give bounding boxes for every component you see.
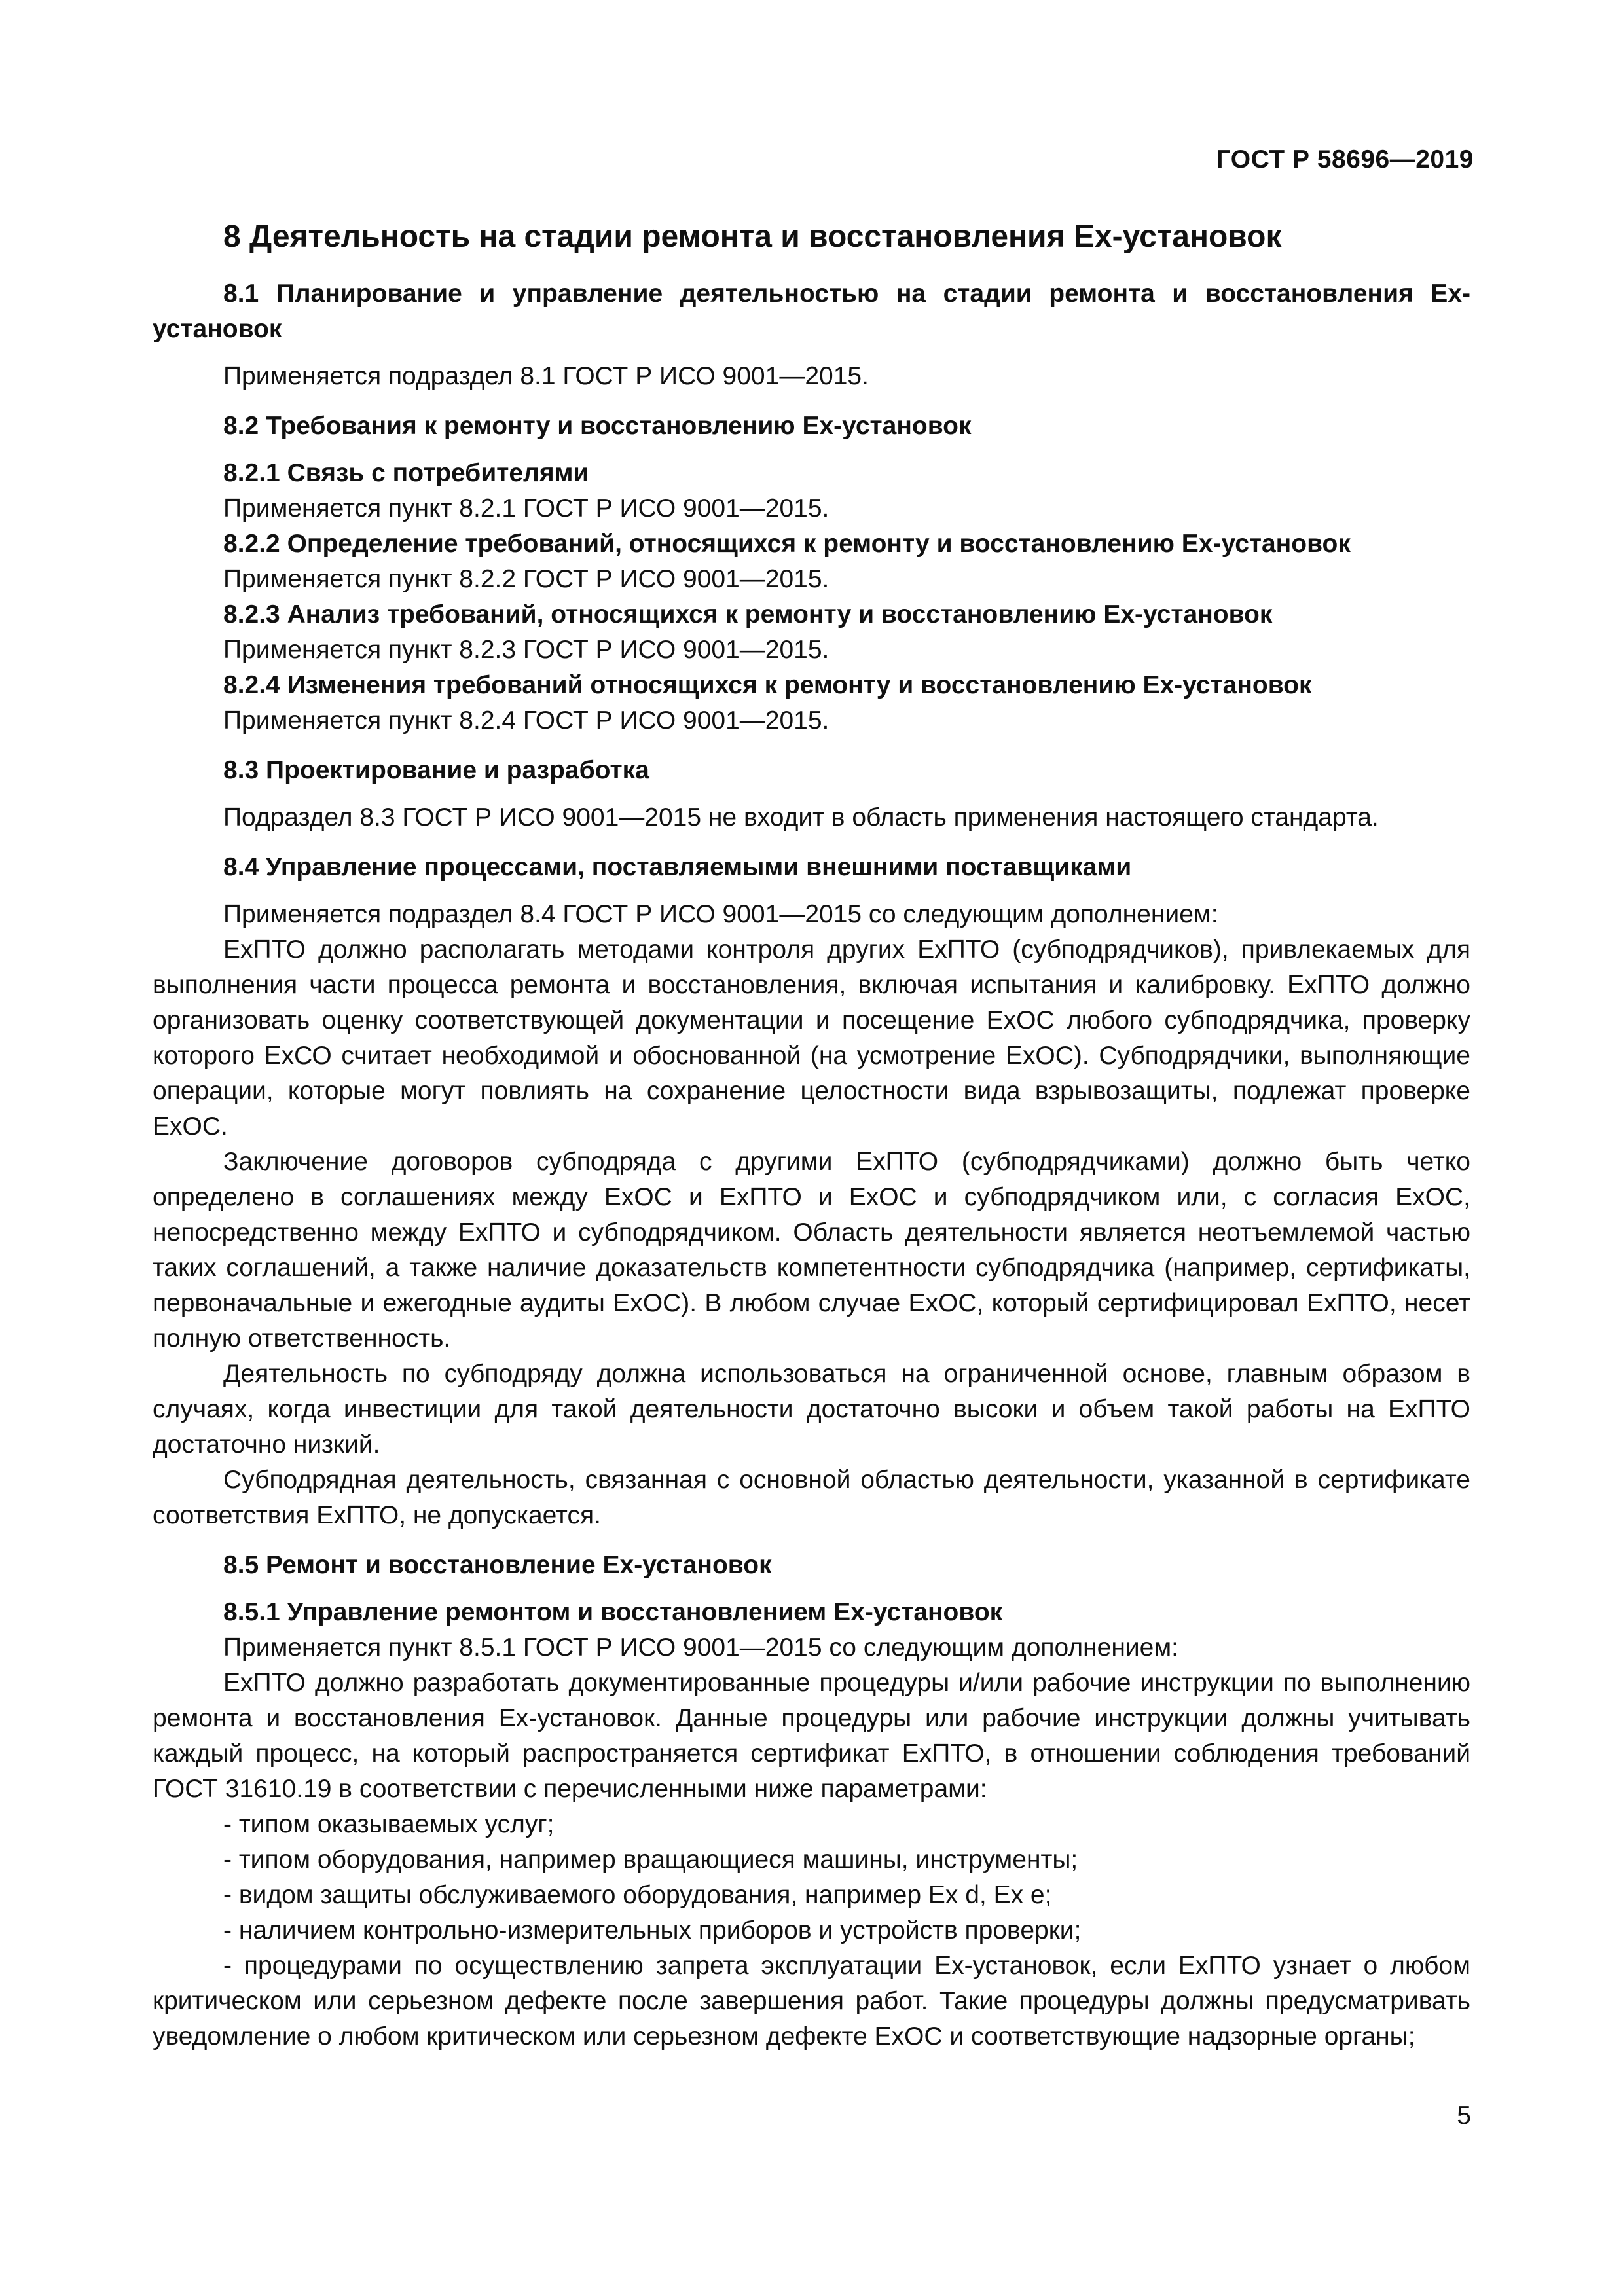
document-code: ГОСТ Р 58696—2019 <box>1216 145 1474 173</box>
text-8-2-3: Применяется пункт 8.2.3 ГОСТ Р ИСО 9001—2015. <box>223 636 830 664</box>
heading-8-2-4: 8.2.4 Изменения требований относящихся к ремонту и восстановлению Ех-установок <box>223 671 1312 699</box>
list-item: - типом оказываемых услуг; <box>223 1810 555 1838</box>
paragraph: Субподрядная деятельность, связанная с основной областью деятельности, указанной в сертификате соответствия ЕхПТО, не допускается. <box>153 1466 1470 1529</box>
heading-8-1: 8.1 Планирование и управление деятельностью на стадии ремонта и восстановления Ех-установок <box>153 280 1470 343</box>
text-8-2-4: Применяется пункт 8.2.4 ГОСТ Р ИСО 9001—2015. <box>223 706 830 735</box>
list-item: - процедурами по осуществлению запрета эксплуатации Ех-установок, если ЕхПТО узнает о любом критическом или серьезном дефекте после завершения работ. Такие процедуры должны предусматривать уведомление о любом критическом или серьезном дефекте ЕхОС и соответствующие надзорные органы; <box>153 1952 1470 2050</box>
text-8-2-1: Применяется пункт 8.2.1 ГОСТ Р ИСО 9001—2015. <box>223 494 830 522</box>
heading-8-4: 8.4 Управление процессами, поставляемыми внешними поставщиками <box>223 853 1132 881</box>
heading-8-5: 8.5 Ремонт и восстановление Ех-установок <box>223 1551 772 1579</box>
text-8-3: Подраздел 8.3 ГОСТ Р ИСО 9001—2015 не входит в область применения настоящего стандарта. <box>223 803 1379 831</box>
heading-8-2-2: 8.2.2 Определение требований, относящихся к ремонту и восстановлению Ех-установок <box>223 530 1351 558</box>
paragraph: Деятельность по субподряду должна использоваться на ограниченной основе, главным образом в случаях, когда инвестиции для такой деятельности достаточно высоки и объем такой работы на ЕхПТО достаточно низкий. <box>153 1360 1470 1459</box>
heading-8-2-3: 8.2.3 Анализ требований, относящихся к ремонту и восстановлению Ех-установок <box>223 600 1273 629</box>
page-content <box>153 216 1470 2054</box>
heading-8-5-1: 8.5.1 Управление ремонтом и восстановлением Ех-установок <box>223 1598 1003 1626</box>
section-title: 8 Деятельность на стадии ремонта и восстановления Ех-установок <box>223 219 1282 254</box>
heading-8-2-1: 8.2.1 Связь с потребителями <box>223 459 589 487</box>
paragraph: ЕхПТО должно располагать методами контроля других ЕхПТО (субподрядчиков), привлекаемых для выполнения части процесса ремонта и восстановления, включая испытания и калибровку. ЕхПТО должно организовать оценку соответствующей документации и посещение ЕхОС любого субподрядчика, проверку которого ЕхСО считает необходимой и обоснованной (на усмотрение ЕхОС). Субподрядчики, выполняющие операции, которые могут повлиять на сохранение целостности вида взрывозащиты, подлежат проверке ЕхОС. <box>153 936 1470 1140</box>
paragraph: Применяется пункт 8.5.1 ГОСТ Р ИСО 9001—2015 со следующим дополнением: <box>223 1633 1178 1662</box>
paragraph: Применяется подраздел 8.4 ГОСТ Р ИСО 9001—2015 со следующим дополнением: <box>223 900 1218 928</box>
paragraph: ЕхПТО должно разработать документированные процедуры и/или рабочие инструкции по выполнению ремонта и восстановления Ех-установок. Данные процедуры или рабочие инструкции должны учитывать каждый процесс, на который распространяется сертификат ЕхПТО, в отношении соблюдения требований ГОСТ 31610.19 в соответствии с перечисленными ниже параметрами: <box>153 1669 1470 1803</box>
page-number: 5 <box>1457 2102 1471 2130</box>
list-item: - видом защиты обслуживаемого оборудования, например Ex d, Ex e; <box>223 1881 1052 1909</box>
list-item: - типом оборудования, например вращающиеся машины, инструменты; <box>223 1846 1078 1874</box>
text-8-1: Применяется подраздел 8.1 ГОСТ Р ИСО 9001—2015. <box>223 362 869 390</box>
heading-8-2: 8.2 Требования к ремонту и восстановлению Ех-установок <box>223 412 972 440</box>
text-8-2-2: Применяется пункт 8.2.2 ГОСТ Р ИСО 9001—2015. <box>223 565 830 593</box>
list-item: - наличием контрольно-измерительных приборов и устройств проверки; <box>223 1916 1082 1944</box>
paragraph: Заключение договоров субподряда с другими ЕхПТО (субподрядчиками) должно быть четко определено в соглашениях между ЕхОС и ЕхПТО и ЕхОС и субподрядчиком или, с согласия ЕхОС, непосредственно между ЕхПТО и субподрядчиком. Область деятельности является неотъемлемой частью таких соглашений, а также наличие доказательств компетентности субподрядчика (например, сертификаты, первоначальные и ежегодные аудиты ЕхОС). В любом случае ЕхОС, который сертифицировал ЕхПТО, несет полную ответственность. <box>153 1148 1470 1353</box>
heading-8-3: 8.3 Проектирование и разработка <box>223 756 649 784</box>
